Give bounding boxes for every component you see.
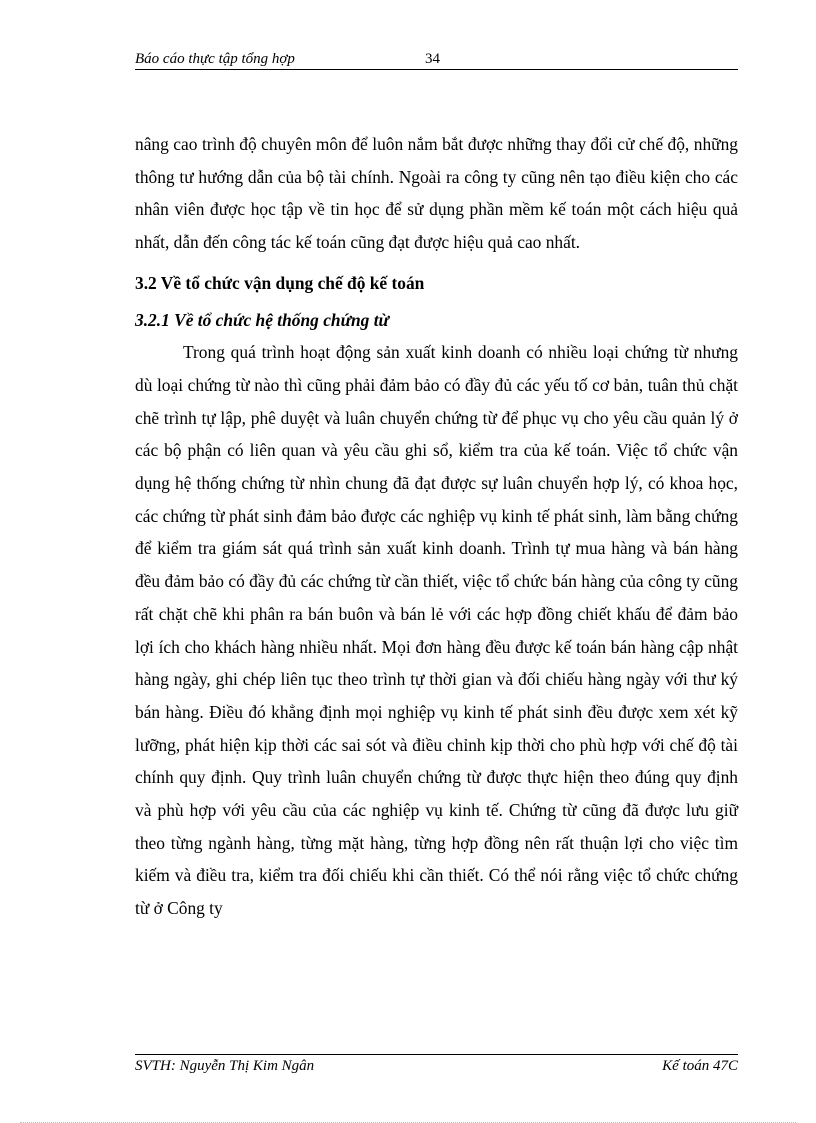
page-header [135, 49, 738, 70]
report-title: Báo cáo thực tập tổng hợp [135, 51, 295, 67]
page-footer [135, 1054, 738, 1077]
body-paragraph: Trong quá trình hoạt động sản xuất kinh doanh có nhiều loại chứng từ nhưng dù loại chứng từ nào thì cũng phải đảm bảo có đầy đủ các yếu tố cơ bản, tuân thủ chặt chẽ trình tự lập, phê duyệt và luân chuyển chứng từ để phục vụ cho yêu cầu quản lý ở các bộ phận có liên quan và yêu cầu ghi sổ, kiểm tra của kế toán. Việc tổ chức vận dụng hệ thống chứng từ nhìn chung đã đạt được sự luân chuyển hợp lý, có khoa học, các chứng từ phát sinh đảm bảo được các nghiệp vụ kinh tế phát sinh, làm bằng chứng để kiểm tra giám sát quá trình sản xuất kinh doanh. Trình tự mua hàng và bán hàng đều đảm bảo có đầy đủ các chứng từ cần thiết, việc tổ chức bán hàng của công ty cũng rất chặt chẽ khi phân ra bán buôn và bán lẻ với các hợp đồng chiết khấu để đảm bảo lợi ích cho khách hàng nhiều nhất. Mọi đơn hàng đều được kế toán bán hàng cập nhật hàng ngày, ghi chép liên tục theo trình tự thời gian và đối chiếu hàng ngày với thư ký bán hàng. Điều đó khẳng định mọi nghiệp vụ kinh tế phát sinh đều được xem xét kỹ lưỡng, phát hiện kịp thời các sai sót và điều chỉnh kịp thời cho phù hợp với chế độ tài chính quy định. Quy trình luân chuyển chứng từ được thực hiện theo đúng quy định và phù hợp với yêu cầu của các nghiệp vụ kinh tế. Chứng từ cũng đã được lưu giữ theo từng ngành hàng, từng mặt hàng, từng hợp đồng nên rất thuận lợi cho việc tìm kiếm và điều tra, kiểm tra đối chiếu khi cần thiết. Có thể nói rằng việc tổ chức chứng từ ở Công ty [135, 342, 738, 919]
intro-paragraph: nâng cao trình độ chuyên môn để luôn nắm bắt được những thay đổi cử chế độ, những thông tư hướng dẫn của bộ tài chính. Ngoài ra công ty cũng nên tạo điều kiện cho các nhân viên được học tập về tin học để sử dụng phần mềm kế toán một cách hiệu quả nhất, dẫn đến công tác kế toán cũng đạt được hiệu quả cao nhất. [135, 134, 738, 253]
page-number: 34 [425, 51, 440, 67]
page-body [135, 128, 738, 925]
student-name: SVTH: Nguyễn Thị Kim Ngân [135, 1058, 315, 1074]
subsection-heading: 3.2.1 Về tổ chức hệ thống chứng từ [135, 309, 389, 330]
section-heading: 3.2 Về tổ chức vận dụng chế độ kế toán [135, 272, 425, 293]
class-name: Kế toán 47C [662, 1058, 738, 1074]
